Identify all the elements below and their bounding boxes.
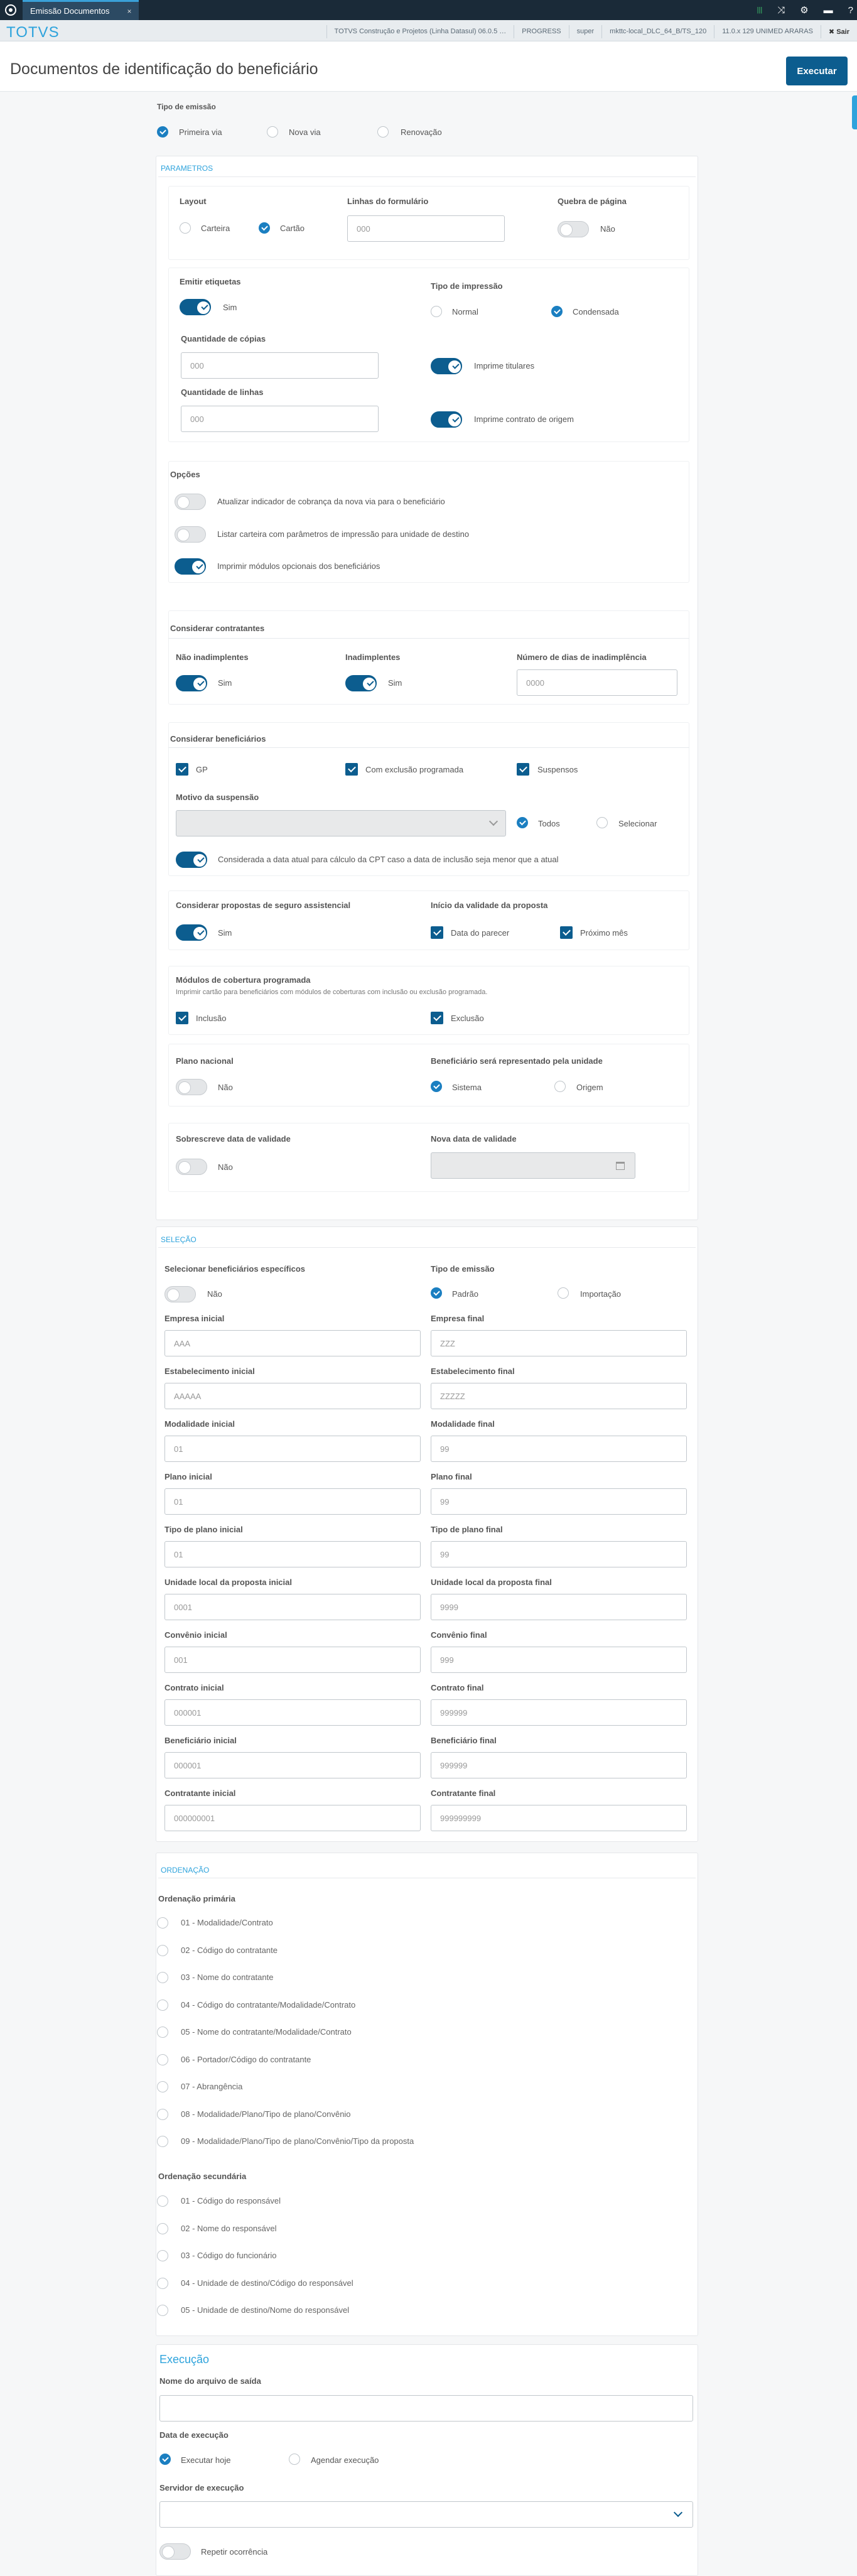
page-break-toggle[interactable] xyxy=(558,221,589,237)
checkbox-label: Suspensos xyxy=(537,765,578,774)
range-end-label: Contrato final xyxy=(431,1683,484,1692)
range-start-label: Plano inicial xyxy=(164,1472,212,1481)
range-start-input[interactable]: AAAAA xyxy=(164,1383,421,1409)
divider xyxy=(158,176,696,177)
env-info: mkttc-local_DLC_64_B/TS_120 xyxy=(601,25,714,38)
defaulting-label: Inadimplentes xyxy=(345,652,401,662)
gp-checkbox[interactable] xyxy=(176,763,188,776)
non-defaulting-toggle[interactable] xyxy=(176,675,207,691)
radio-label: 05 - Unidade de destino/Nome do responsável xyxy=(181,2305,350,2315)
range-end-input[interactable]: 999999 xyxy=(431,1699,687,1726)
toggle-label: Atualizar indicador de cobrança da nova via para o beneficiário xyxy=(217,497,445,506)
range-end-input[interactable]: 999 xyxy=(431,1647,687,1673)
radio-label: Nova via xyxy=(289,127,321,137)
contractors-label: Considerar contratantes xyxy=(170,624,265,633)
radio-origem[interactable] xyxy=(554,1081,566,1092)
chat-icon[interactable]: ▬ xyxy=(823,4,833,16)
range-start-label: Convênio inicial xyxy=(164,1630,227,1640)
radio-label: Primeira via xyxy=(179,127,222,137)
range-end-input[interactable]: ZZZZZ xyxy=(431,1383,687,1409)
radio-label: Normal xyxy=(452,307,478,317)
radio-label: Sistema xyxy=(452,1083,482,1092)
radio-label: 02 - Código do contratante xyxy=(181,1945,278,1955)
user-info: super xyxy=(569,25,602,38)
radio-label: Selecionar xyxy=(618,819,657,828)
server-select[interactable] xyxy=(159,2501,693,2528)
non-defaulting-label: Não inadimplentes xyxy=(176,652,249,662)
side-scroll-tab[interactable] xyxy=(852,95,857,129)
scheduled-exclusion-checkbox[interactable] xyxy=(345,763,358,776)
toggle-label: Listar carteira com parâmetros de impressão para unidade de destino xyxy=(217,529,470,539)
range-start-input[interactable]: 000000001 xyxy=(164,1805,421,1831)
radio[interactable] xyxy=(157,2109,168,2120)
radio-label: Importação xyxy=(580,1289,622,1299)
range-start-label: Empresa inicial xyxy=(164,1314,225,1323)
options-label: Opções xyxy=(170,470,200,479)
toggle-value: Não xyxy=(600,224,615,234)
range-end-label: Empresa final xyxy=(431,1314,485,1323)
server-label: Servidor de execução xyxy=(159,2483,244,2492)
checkbox-label: Exclusão xyxy=(451,1014,484,1023)
radio-label: 03 - Nome do contratante xyxy=(181,1973,274,1982)
radio-label: Agendar execução xyxy=(311,2455,379,2465)
radio[interactable] xyxy=(157,2027,168,2038)
output-file-label: Nome do arquivo de saída xyxy=(159,2376,261,2386)
range-end-label: Convênio final xyxy=(431,1630,487,1640)
range-start-label: Tipo de plano inicial xyxy=(164,1525,243,1534)
radio[interactable] xyxy=(157,2195,168,2207)
toggle-label: Considerada a data atual para cálculo da CPT caso a data de inclusão seja menor que a atual xyxy=(218,855,559,864)
toggle-value: Não xyxy=(207,1289,222,1299)
radio-label: 03 - Código do funcionário xyxy=(181,2251,277,2260)
execution-date-label: Data de execução xyxy=(159,2430,229,2440)
override-validity-label: Sobrescreve data de validade xyxy=(176,1134,291,1144)
radio-todos[interactable] xyxy=(517,817,528,828)
radio-normal[interactable] xyxy=(431,306,442,317)
proposals-toggle[interactable] xyxy=(176,924,207,941)
close-icon[interactable]: × xyxy=(127,6,132,16)
update-charge-toggle[interactable] xyxy=(175,494,206,510)
range-end-input[interactable]: ZZZ xyxy=(431,1330,687,1356)
inclusion-checkbox[interactable] xyxy=(176,1012,188,1024)
range-end-label: Modalidade final xyxy=(431,1419,495,1429)
toggle-value: Não xyxy=(218,1162,233,1172)
radio[interactable] xyxy=(157,2054,168,2065)
divider xyxy=(168,638,689,639)
suspension-reason-select[interactable] xyxy=(176,810,506,836)
exit-link[interactable]: ✖ Sair xyxy=(821,25,857,38)
print-modules-toggle[interactable] xyxy=(175,558,206,575)
range-start-input[interactable]: 01 xyxy=(164,1488,421,1515)
toggle-value: Não xyxy=(218,1083,233,1092)
toggle-label: Repetir ocorrência xyxy=(201,2547,268,2557)
default-days-label: Número de dias de inadimplência xyxy=(517,652,647,662)
radio-label: Executar hoje xyxy=(181,2455,231,2465)
range-start-input[interactable]: 01 xyxy=(164,1541,421,1567)
chevron-down-icon xyxy=(674,2508,682,2517)
top-bar xyxy=(0,0,857,20)
proposals-section xyxy=(168,890,689,950)
range-start-input[interactable]: 001 xyxy=(164,1647,421,1673)
range-start-input[interactable]: 01 xyxy=(164,1436,421,1462)
signal-icon: ||| xyxy=(757,6,763,14)
shuffle-icon[interactable]: ⤨ xyxy=(777,4,785,16)
exclusion-checkbox[interactable] xyxy=(431,1012,443,1024)
range-start-label: Contratante inicial xyxy=(164,1789,236,1798)
radio-label: Origem xyxy=(576,1083,603,1092)
layout-label: Layout xyxy=(180,197,207,206)
range-end-label: Beneficiário final xyxy=(431,1736,497,1745)
totvs-logo: TOTVS xyxy=(6,24,60,41)
execution-title: Execução xyxy=(159,2353,210,2366)
page-title: Documentos de identificação do beneficiário xyxy=(10,60,318,78)
page-break-label: Quebra de página xyxy=(558,197,627,206)
represented-by-label: Beneficiário será representado pela unidade xyxy=(431,1056,603,1066)
radio-label: Padrão xyxy=(452,1289,478,1299)
checkbox-label: Inclusão xyxy=(196,1014,227,1023)
company-info: 11.0.x 129 UNIMED ARARAS xyxy=(714,25,821,38)
primary-ordering-label: Ordenação primária xyxy=(158,1894,235,1903)
radio-sistema[interactable] xyxy=(431,1081,442,1092)
override-validity-toggle[interactable] xyxy=(176,1159,207,1175)
radio-nova-via[interactable] xyxy=(267,126,278,138)
divider xyxy=(168,747,689,748)
product-info: TOTVS Construção e Projetos (Linha Datasul) 06.0.5 … xyxy=(326,25,514,38)
toggle-value: Sim xyxy=(223,303,237,312)
lines-input[interactable]: 000 xyxy=(181,406,379,432)
help-icon[interactable]: ? xyxy=(848,4,853,16)
lines-label: Quantidade de linhas xyxy=(181,387,264,397)
radio[interactable] xyxy=(157,1917,168,1929)
toggle-label: Imprime titulares xyxy=(474,361,535,371)
radio-label: Todos xyxy=(538,819,560,828)
emit-labels-toggle[interactable] xyxy=(180,299,211,315)
new-validity-date-label: Nova data de validade xyxy=(431,1134,517,1144)
radio-label: 02 - Nome do responsável xyxy=(181,2223,277,2233)
range-start-label: Unidade local da proposta inicial xyxy=(164,1578,292,1587)
radio-label: 04 - Unidade de destino/Código do responsável xyxy=(181,2278,353,2288)
radio-padrao[interactable] xyxy=(431,1287,442,1299)
checkbox-label: GP xyxy=(196,765,208,774)
radio[interactable] xyxy=(157,2250,168,2261)
radio-label: 01 - Código do responsável xyxy=(181,2196,281,2205)
range-start-input[interactable]: 000001 xyxy=(164,1752,421,1778)
suspended-checkbox[interactable] xyxy=(517,763,529,776)
chevron-down-icon xyxy=(489,817,498,826)
radio-primeira-via[interactable] xyxy=(157,126,168,138)
repeat-toggle[interactable] xyxy=(159,2543,191,2560)
radio-label: Renovação xyxy=(401,127,442,137)
gear-icon[interactable]: ⚙ xyxy=(800,5,809,16)
radio-label: 01 - Modalidade/Contrato xyxy=(181,1918,273,1927)
radio-renovacao[interactable] xyxy=(377,126,389,138)
range-end-input[interactable]: 999999 xyxy=(431,1752,687,1778)
secondary-ordering-label: Ordenação secundária xyxy=(158,2172,247,2181)
radio[interactable] xyxy=(157,2278,168,2289)
labels-label: Emitir etiquetas xyxy=(180,277,241,286)
radio-executar-hoje[interactable] xyxy=(159,2454,171,2465)
validity-start-label: Início da validade da proposta xyxy=(431,901,548,910)
radio-label: 08 - Modalidade/Plano/Tipo de plano/Convênio xyxy=(181,2109,351,2119)
modules-description: Imprimir cartão para beneficiários com módulos de coberturas com inclusão ou exclusão programada. xyxy=(176,988,488,996)
radio-label: 06 - Portador/Código do contratante xyxy=(181,2054,311,2064)
parameters-title: PARAMETROS xyxy=(161,164,213,173)
next-month-checkbox[interactable] xyxy=(560,926,573,939)
checkbox-label: Próximo mês xyxy=(580,928,628,938)
range-end-input[interactable]: 99 xyxy=(431,1541,687,1567)
copies-label: Quantidade de cópias xyxy=(181,334,266,344)
range-end-label: Unidade local da proposta final xyxy=(431,1578,552,1587)
modules-label: Módulos de cobertura programada xyxy=(176,975,311,985)
radio-selecionar[interactable] xyxy=(596,817,608,828)
execute-button[interactable]: Executar xyxy=(786,57,848,85)
page-header xyxy=(0,41,857,92)
list-card-toggle[interactable] xyxy=(175,526,206,543)
radio-label: 05 - Nome do contratante/Modalidade/Contrato xyxy=(181,2027,352,2037)
radio[interactable] xyxy=(157,2000,168,2011)
radio[interactable] xyxy=(157,2223,168,2234)
default-days-input[interactable]: 0000 xyxy=(517,669,677,696)
system-bar xyxy=(0,20,857,41)
range-start-label: Modalidade inicial xyxy=(164,1419,235,1429)
ordering-title: ORDENAÇÃO xyxy=(161,1866,210,1875)
radio-label: Carteira xyxy=(201,224,230,233)
specific-beneficiaries-label: Selecionar beneficiários específicos xyxy=(164,1264,305,1274)
toggle-value: Sim xyxy=(218,928,232,938)
emission-type-label: Tipo de emissão xyxy=(157,102,216,111)
toggle-label: Imprimir módulos opcionais dos beneficiários xyxy=(217,561,380,571)
national-plan-label: Plano nacional xyxy=(176,1056,234,1066)
new-validity-date-input xyxy=(431,1152,635,1179)
radio[interactable] xyxy=(157,1945,168,1956)
defaulting-toggle[interactable] xyxy=(345,675,377,691)
radio-label: 04 - Código do contratante/Modalidade/Contrato xyxy=(181,2000,356,2010)
tab-emissao-documentos[interactable] xyxy=(23,0,139,20)
checkbox-label: Com exclusão programada xyxy=(365,765,464,774)
output-file-input[interactable] xyxy=(159,2395,693,2422)
form-lines-label: Linhas do formulário xyxy=(347,197,429,206)
form-lines-input[interactable]: 000 xyxy=(347,215,505,242)
range-end-input[interactable]: 99 xyxy=(431,1436,687,1462)
divider xyxy=(158,1247,696,1248)
db-info: PROGRESS xyxy=(514,25,568,38)
toggle-label: Imprime contrato de origem xyxy=(474,414,574,424)
radio-condensada[interactable] xyxy=(551,306,563,317)
radio-cartao[interactable] xyxy=(259,222,270,234)
range-end-input[interactable]: 999999999 xyxy=(431,1805,687,1831)
selection-type-label: Tipo de emissão xyxy=(431,1264,495,1274)
specific-beneficiaries-toggle[interactable] xyxy=(164,1286,196,1302)
range-start-input[interactable]: AAA xyxy=(164,1330,421,1356)
print-origin-contract-toggle[interactable] xyxy=(431,411,462,428)
selection-panel xyxy=(156,1226,698,1842)
range-end-input[interactable]: 99 xyxy=(431,1488,687,1515)
national-plan-section xyxy=(168,1044,689,1107)
radio-label: 09 - Modalidade/Plano/Tipo de plano/Convênio/Tipo da proposta xyxy=(181,2136,414,2146)
print-holders-toggle[interactable] xyxy=(431,358,462,374)
copies-input[interactable]: 000 xyxy=(181,352,379,379)
opinion-date-checkbox[interactable] xyxy=(431,926,443,939)
radio-label: 07 - Abrangência xyxy=(181,2082,243,2091)
radio-agendar-execucao[interactable] xyxy=(289,2454,300,2465)
tab-label: Emissão Documentos xyxy=(30,6,110,16)
cpt-date-toggle[interactable] xyxy=(176,852,207,868)
range-end-label: Plano final xyxy=(431,1472,472,1481)
selection-title: SELEÇÃO xyxy=(161,1235,197,1244)
proposals-label: Considerar propostas de seguro assistencial xyxy=(176,901,351,910)
beneficiaries-label: Considerar beneficiários xyxy=(170,734,266,744)
radio[interactable] xyxy=(157,2136,168,2147)
range-end-label: Contratante final xyxy=(431,1789,496,1798)
national-plan-toggle[interactable] xyxy=(176,1079,207,1095)
radio-label: Condensada xyxy=(573,307,619,317)
range-end-input[interactable]: 9999 xyxy=(431,1594,687,1620)
range-start-label: Beneficiário inicial xyxy=(164,1736,237,1745)
print-type-label: Tipo de impressão xyxy=(431,281,503,291)
range-start-input[interactable]: 0001 xyxy=(164,1594,421,1620)
totvs-logo-icon[interactable] xyxy=(5,4,16,16)
suspension-reason-label: Motivo da suspensão xyxy=(176,793,259,802)
radio-carteira[interactable] xyxy=(180,222,191,234)
range-start-label: Estabelecimento inicial xyxy=(164,1366,255,1376)
radio[interactable] xyxy=(157,1972,168,1983)
radio-label: Cartão xyxy=(280,224,305,233)
range-end-label: Estabelecimento final xyxy=(431,1366,515,1376)
calendar-icon xyxy=(616,1162,625,1170)
toggle-value: Sim xyxy=(218,678,232,688)
range-end-label: Tipo de plano final xyxy=(431,1525,503,1534)
range-start-label: Contrato inicial xyxy=(164,1683,224,1692)
radio[interactable] xyxy=(157,2305,168,2316)
range-start-input[interactable]: 000001 xyxy=(164,1699,421,1726)
radio-importacao[interactable] xyxy=(558,1287,569,1299)
checkbox-label: Data do parecer xyxy=(451,928,510,938)
radio[interactable] xyxy=(157,2081,168,2092)
toggle-value: Sim xyxy=(388,678,402,688)
